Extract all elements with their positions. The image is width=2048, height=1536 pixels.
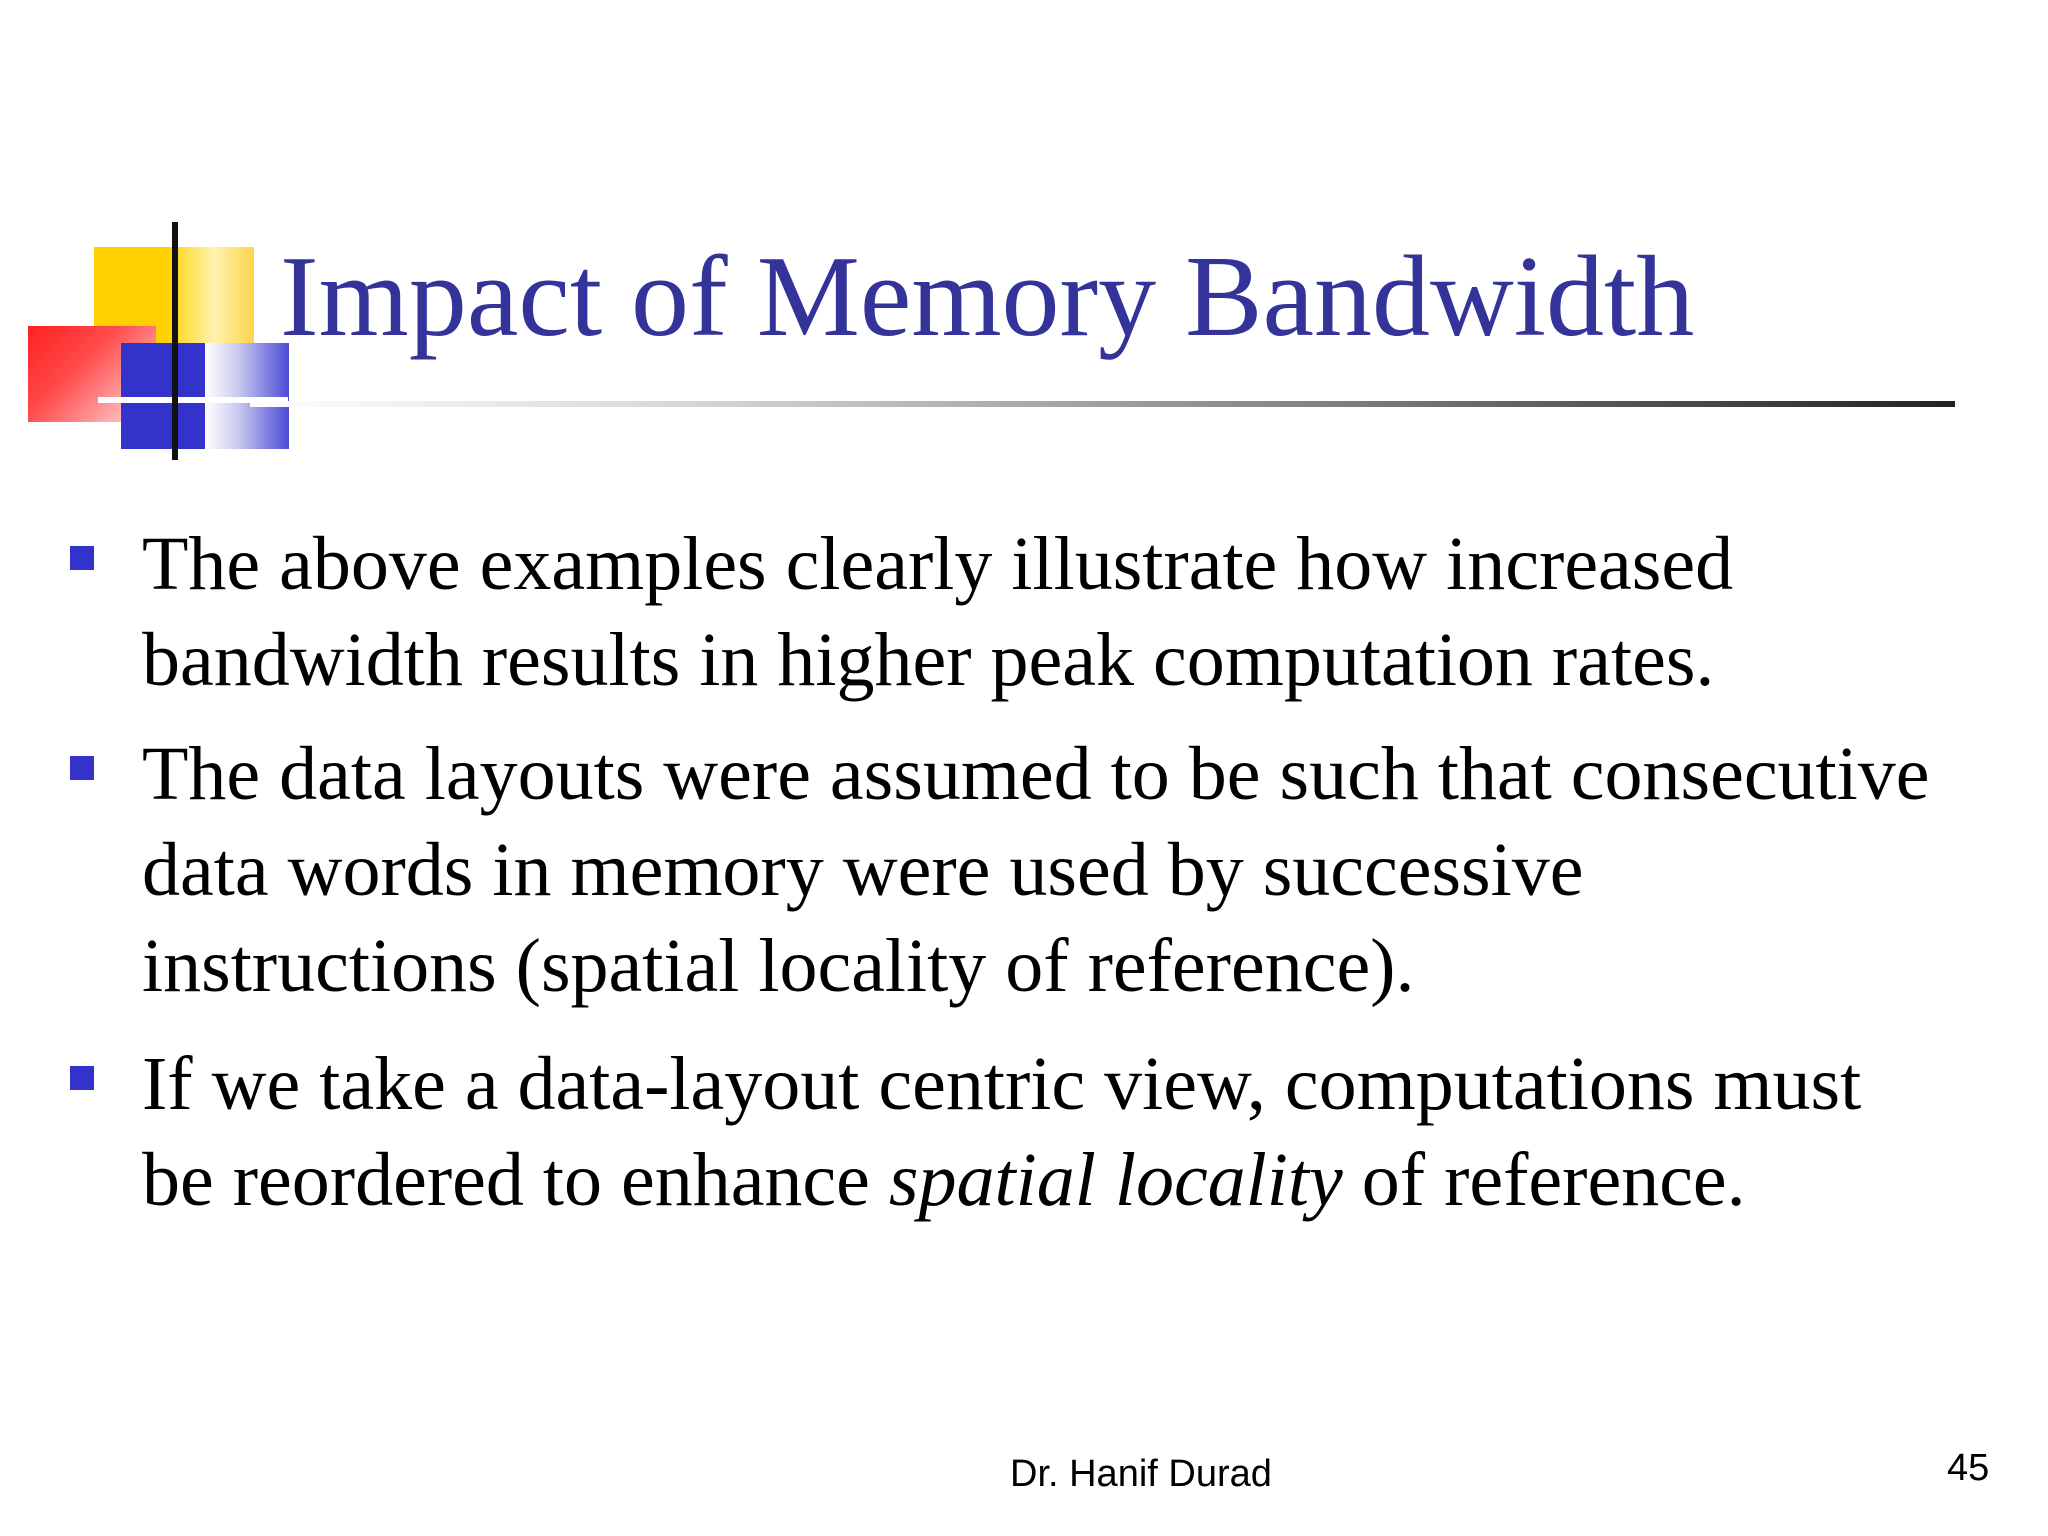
bullet-text-line: bandwidth results in higher peak computation rates. (142, 618, 1715, 702)
emphasized-term: spatial locality (888, 1138, 1343, 1222)
bullet-text-line-mixed (142, 1132, 1746, 1228)
square-bullet-icon (70, 756, 94, 780)
slide-title: Impact of Memory Bandwidth (280, 233, 1695, 361)
square-bullet-icon (70, 1066, 94, 1090)
bullet-text-line: instructions (spatial locality of reference). (142, 924, 1415, 1008)
bullet-text-segment: of reference. (1342, 1138, 1746, 1222)
footer-author: Dr. Hanif Durad (1010, 1453, 1272, 1495)
square-bullet-icon (70, 546, 94, 570)
slide-page-number: 45 (1947, 1447, 1990, 1489)
bullet-text-line: If we take a data-layout centric view, computations must (142, 1042, 1862, 1126)
bullet-text-line: data words in memory were used by successive (142, 828, 1584, 912)
bullet-text-segment: be reordered to enhance (142, 1138, 889, 1222)
bullet-text-line: The data layouts were assumed to be such that consecutive (142, 732, 1930, 816)
bullet-text-line: The above examples clearly illustrate how increased (142, 522, 1734, 606)
